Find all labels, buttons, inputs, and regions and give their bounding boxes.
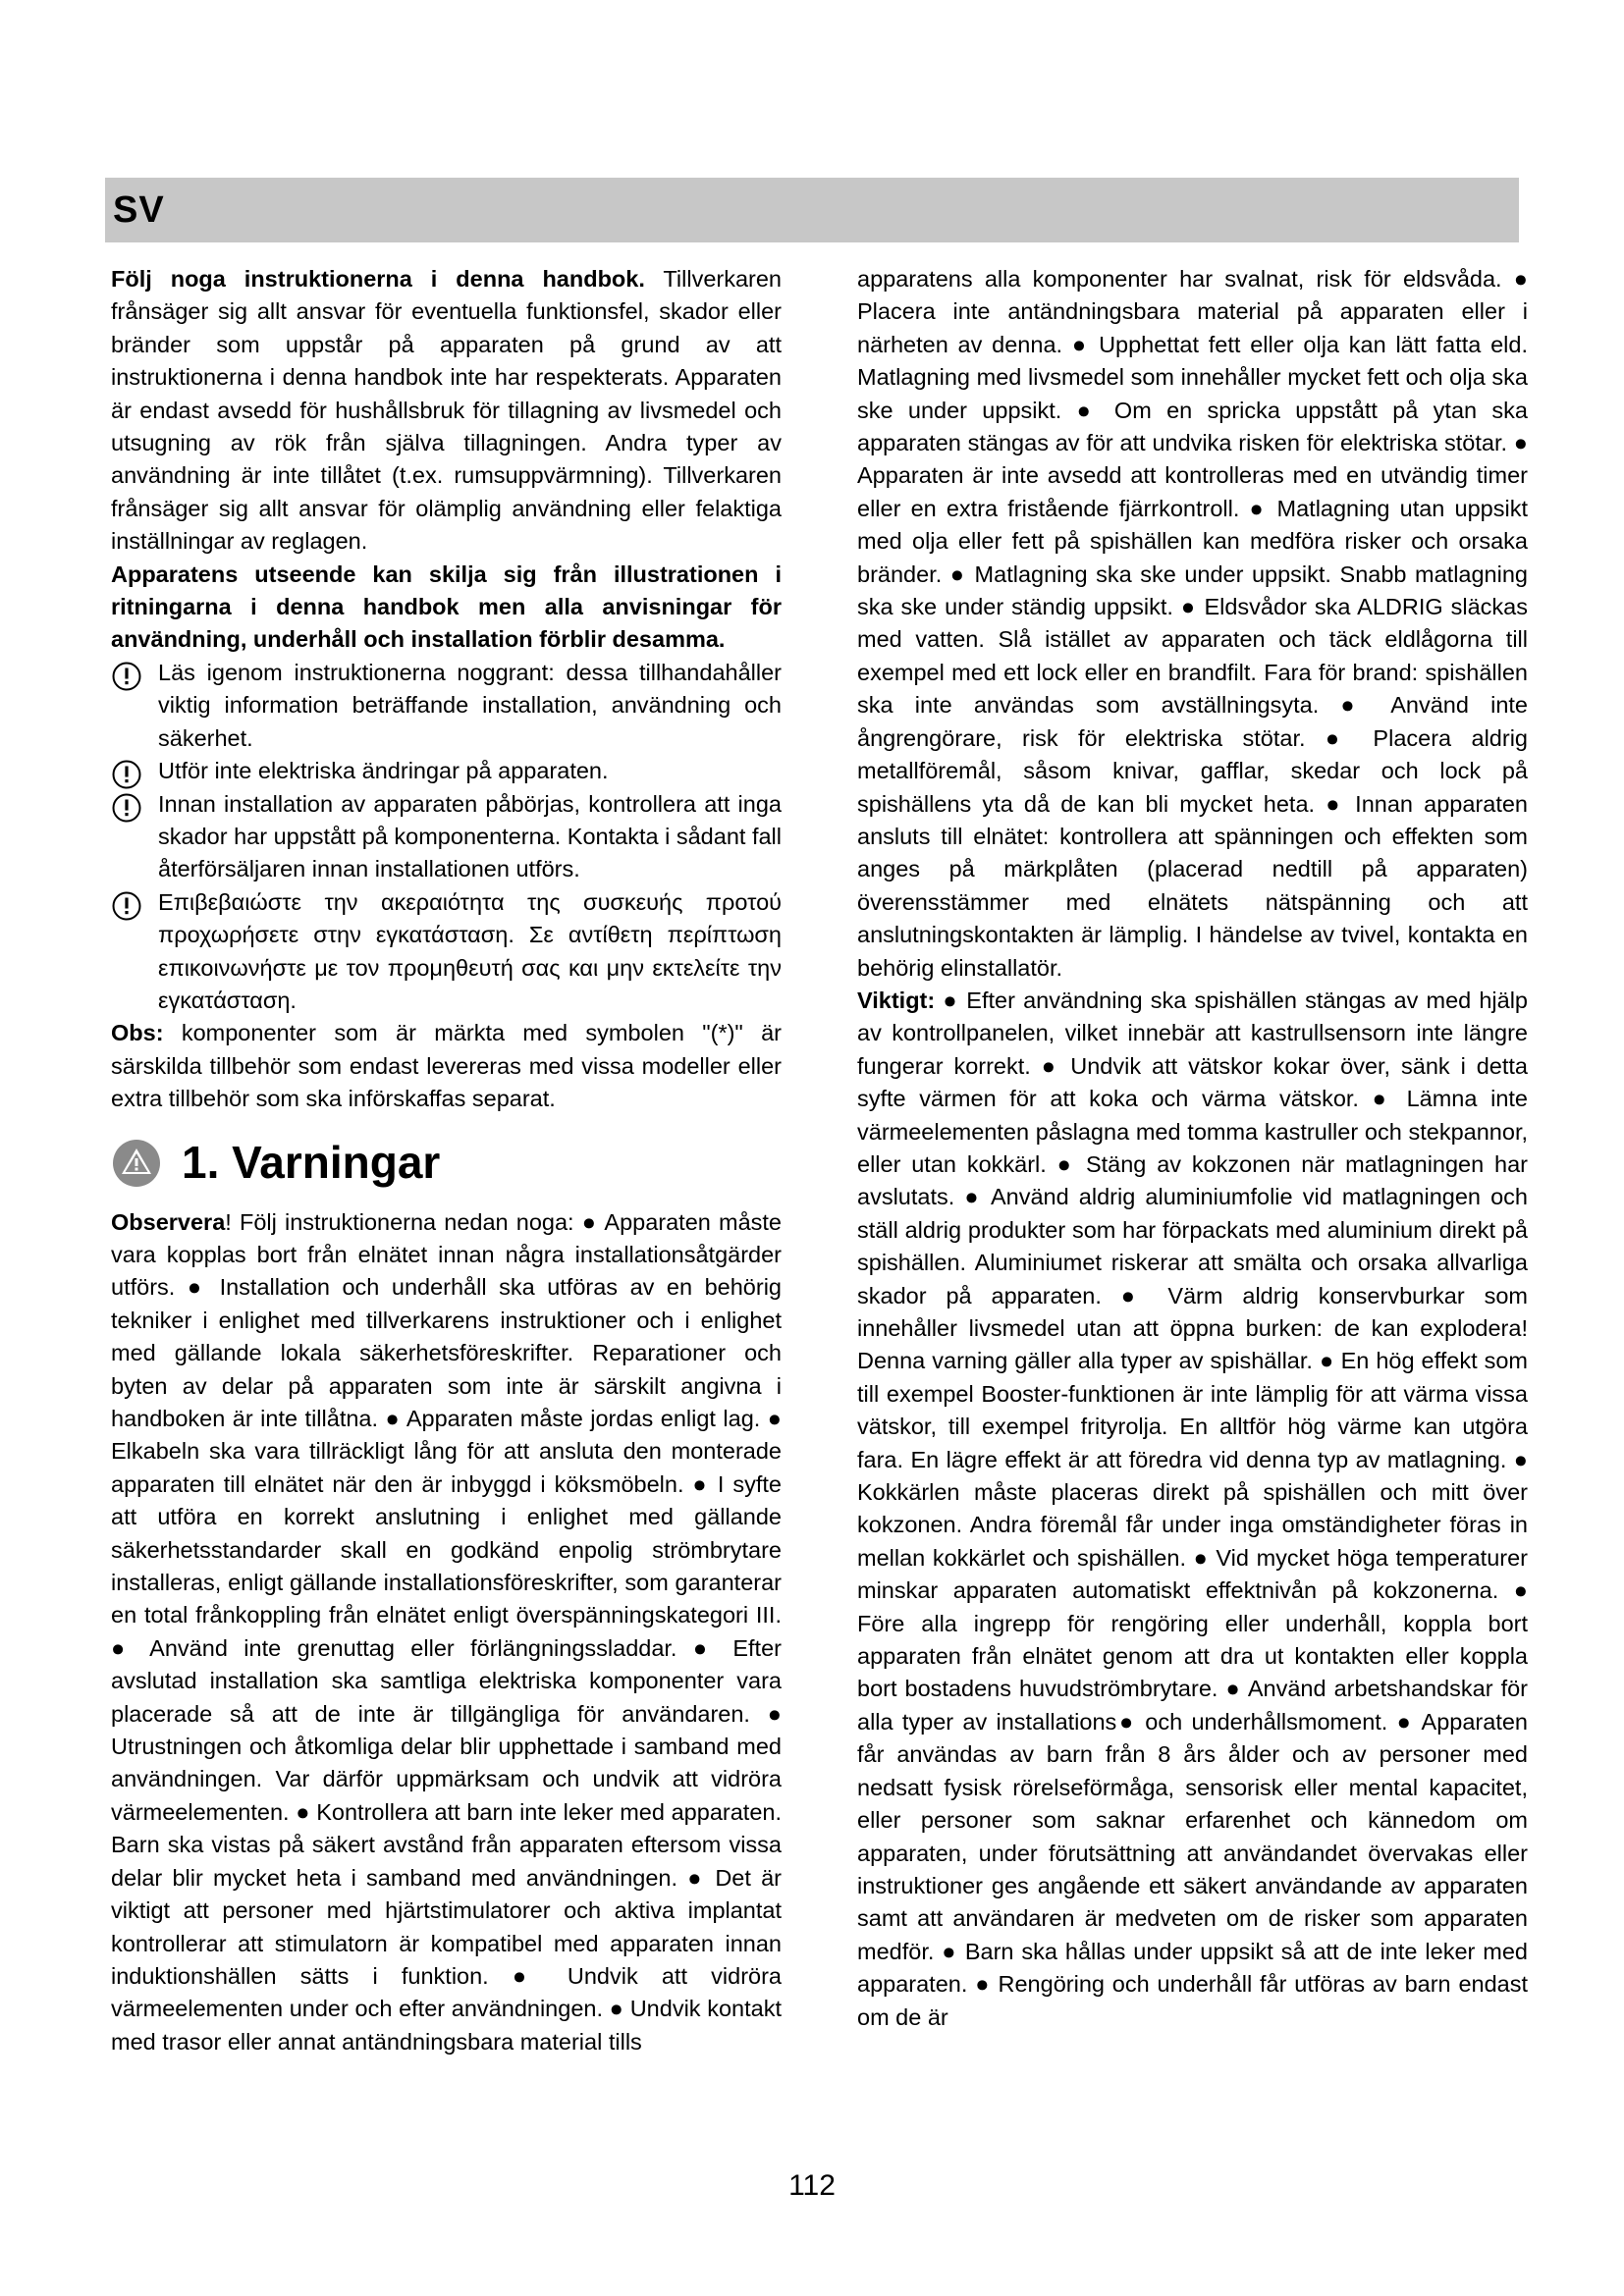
language-header-bar	[105, 178, 1519, 242]
exclamation-circle-icon	[111, 890, 142, 922]
observera-text: ! Följ instruktionerna nedan noga: ● Apparaten måste vara kopplas bort från elnätet innan några installationsåtgärder utförs. ● Installation och underhåll ska utföras av en behörig tekniker i enlighet med tillverkarens instruktioner och i enlighet med gällande lokala säkerhetsföreskrifter. Reparationer och byten av delar på apparaten som inte är särskilt angivna i handboken är inte tillåtna. ● Apparaten måste jordas enligt lag. ● Elkabeln ska vara tillräckligt lång för att ansluta den monterade apparaten till elnätet när den är inbyggd i köksmöbeln. ● I syfte att utföra en korrekt anslutning i enlighet med gällande säkerhetsstandarder skall en godkänd enpolig strömbrytare installeras, enligt gällande installationsföreskrifter, som garanterar en total frånkoppling från elnätet enligt överspänningskategori III. ● Använd inte grenuttag eller förlängningssladdar. ● Efter avslutad installation ska samtliga elektriska komponenter vara placerade så att de inte är tillgängliga för användaren. ● Utrustningen och åtkomliga delar blir upphettade i samband med användningen. Var därför uppmärksam och undvik att vidröra värmeelementen. ● Kontrollera att barn inte leker med apparaten. Barn ska vistas på säkert avstånd från apparaten eftersom vissa delar blir mycket heta i samband med användningen. ● Det är viktigt att personer med hjärtstimulatorer och aktiva implantat kontrollerar att stimulatorn är kompatibel med apparaten innan induktionshällen sätts i funktion. ● Undvik att vidröra värmeelementen under och efter användningen. ● Undvik kontakt med trasor eller annat antändningsbara material tills	[111, 1208, 782, 2055]
exclamation-circle-icon	[111, 759, 142, 790]
intro-bold: Följ noga instruktionerna i denna handbok.	[111, 266, 645, 292]
obs-text: komponenter som är märkta med symbolen "(*)" är särskilda tillbehör som endast levereras med vissa modeller eller extra tillbehör som ska införskaffas separat.	[111, 1020, 782, 1112]
page-number: 112	[788, 2169, 836, 2202]
note-text: Utför inte elektriska ändringar på apparaten.	[158, 758, 609, 784]
viktigt-text: ● Efter användning ska spishällen stängas av med hjälp av kontrollpanelen, vilket innebär att kastrullsensorn inte längre fungerar korrekt. ● Undvik att vätskor kokar över, sänk i detta syfte värmen för att koka och värma vätskor. ● Lämna inte värmeelementen påslagna med tomma kastruller och stekpannor, eller utan kokkärl. ● Stäng av kokzonen när matlagningen har avslutats. ● Använd aldrig aluminiumfolie vid matlagningen och ställ aldrig produkter som har förpackats med aluminium direkt på spishällen. Aluminiumet riskerar att smälta och orsaka allvarliga skador på apparaten. ● Värm aldrig konservburkar som innehåller livsmedel utan att öppna burken: de kan explodera! Denna varning gäller alla typer av spishällar. ● En hög effekt som till exempel Booster-funktionen är inte lämplig för att värma vissa vätskor, till exempel frityrolja. En alltför hög värme kan utgöra fara. En lägre effekt är att föredra vid denna typ av matlagning. ● Kokkärlen måste placeras direkt på spishällen och mitt över kokzonen. Andra föremål får under inga omständigheter föras in mellan kokkärlet och spishällen. ● Vid mycket höga temperaturer minskar apparaten automatiskt effektnivån på kokzonerna. ● Före alla ingrepp för rengöring eller underhåll, koppla bort apparaten från elnätet genom att dra ut kontakten eller koppla bort bostadens huvudströmbrytare. ● Använd arbetshandskar för alla typer av installations● och underhållsmoment. ● Apparaten får användas av barn från 8 års ålder och av personer med nedsatt fysisk rörelseförmåga, sensorisk eller mental kapacitet, eller personer som saknar erfarenhet och kännedom om apparaten, under förutsättning att användandet övervakas eller instruktioner ges angående ett säkert användande av apparaten samt att användaren är medveten om de risker som apparaten medför. ● Barn ska hållas under uppsikt så att de inte leker med apparaten. ● Rengöring och underhåll får utföras av barn endast om de är	[857, 987, 1528, 2030]
note-text: Innan installation av apparaten påbörjas, kontrollera att inga skador har uppstått på komponenterna. Kontakta i sådant fall återförsäljaren innan installationen utförs.	[158, 790, 782, 882]
exclamation-circle-icon	[111, 661, 142, 692]
note-item	[111, 886, 782, 1018]
obs-paragraph	[111, 1017, 782, 1115]
section-heading	[111, 1130, 782, 1199]
note-item	[111, 788, 782, 886]
left-column	[111, 263, 782, 2058]
note-item	[111, 657, 782, 755]
appearance-note: Apparatens utseende kan skilja sig från illustrationen i ritningarna i denna handbok men alla anvisningar för användning, underhåll och installation förblir desamma.	[111, 561, 782, 653]
warning-triangle-icon	[111, 1138, 162, 1189]
obs-label: Obs:	[111, 1020, 164, 1046]
language-code: SV	[113, 189, 165, 231]
note-item	[111, 755, 782, 787]
viktigt-paragraph	[857, 985, 1528, 2034]
intro-paragraph	[111, 263, 782, 559]
section-title: 1. Varningar	[182, 1136, 441, 1188]
observera-label: Observera	[111, 1208, 226, 1235]
note-text: Επιβεβαιώστε την ακεραιότητα της συσκευής προτού προχωρήσετε στην εγκατάσταση. Σε αντίθετη περίπτωση επικοινωνήστε με τον προμηθευτή σας και μην εκτελείτε την εγκατάσταση.	[158, 888, 782, 1013]
right-column	[857, 263, 1528, 2034]
note-text: Läs igenom instruktionerna noggrant: dessa tillhandahåller viktig information beträffande installation, användning och säkerhet.	[158, 659, 782, 751]
intro-text: Tillverkaren frånsäger sig allt ansvar för eventuella funktionsfel, skador eller bränder som uppstår på apparaten på grund av att instruktionerna i denna handbok inte har respekterats. Apparaten är endast avsedd för hushållsbruk för tillagning av livsmedel och utsugning av rök från själva tillagningen. Andra typer av användning är inte tillåtet (t.ex. rumsuppvärmning). Tillverkaren frånsäger sig allt ansvar för olämplig användning eller felaktiga inställningar av reglagen.	[111, 266, 782, 555]
viktigt-label: Viktigt:	[857, 987, 936, 1013]
continued-paragraph: apparatens alla komponenter har svalnat, risk för eldsvåda. ● Placera inte antändningsbara material på apparaten eller i närheten av denna. ● Upphettat fett eller olja kan lätt fatta eld. Matlagning med livsmedel som innehåller mycket fett och olja ska ske under uppsikt. ● Om en spricka uppstått på ytan ska apparaten stängas av för att undvika risken för elektriska stötar. ● Apparaten är inte avsedd att kontrolleras med en utvändig timer eller en extra fristående fjärrkontroll. ● Matlagning utan uppsikt med olja eller fett på spishällen kan medföra risker och orsaka bränder. ● Matlagning ska ske under uppsikt. Snabb matlagning ska ske under ständig uppsikt. ● Eldsvådor ska ALDRIG släckas med vatten. Slå istället av apparaten och täck eldlågorna till exempel med ett lock eller en brandfilt. Fara för brand: spishällen ska inte användas som avställningsyta. ● Använd inte ångrengörare, risk för elektriska stötar. ● Placera aldrig metallföremål, såsom knivar, gafflar, skedar och lock på spishällens yta då de kan bli mycket heta. ● Innan apparaten ansluts till elnätet: kontrollera att spänningen och effekten som anges på märkplåten (placerad nedtill på apparaten) överensstämmer med elnätets nätspänning och att anslutningskontakten är lämplig. I händelse av tvivel, kontakta en behörig elinstallatör.	[857, 266, 1528, 981]
exclamation-circle-icon	[111, 792, 142, 824]
warnings-paragraph	[111, 1206, 782, 2059]
